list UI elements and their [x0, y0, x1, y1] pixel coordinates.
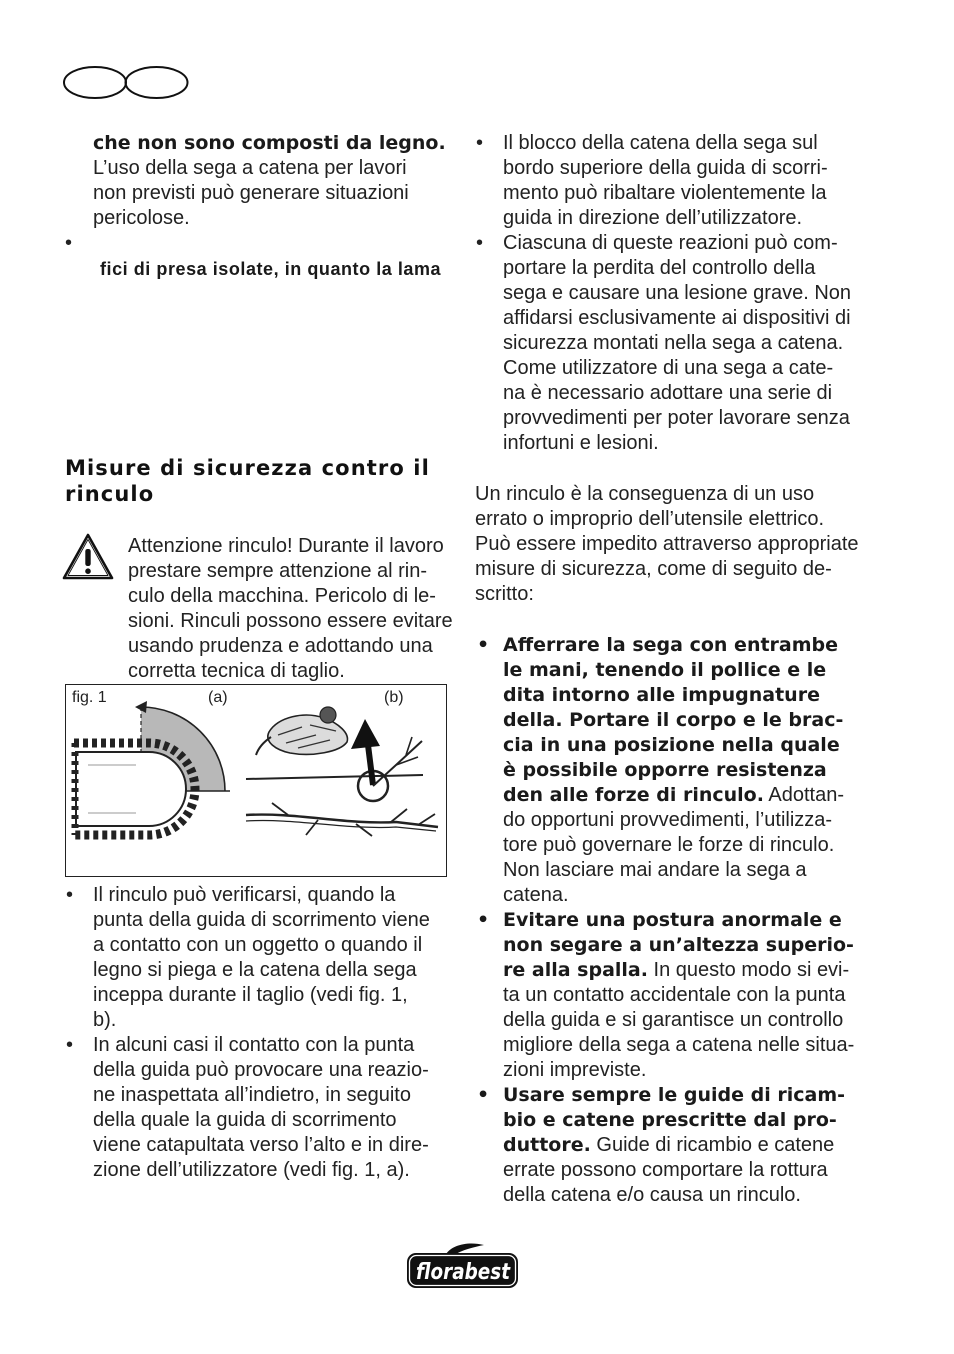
safety-measure-spare-parts-detail: Guide di ricambio e catene errate possono comportare la rottura della catena e/o causa un rinculo. [503, 1134, 835, 1206]
figure-label-a: (a) [208, 689, 228, 706]
country-flag-ovals [62, 64, 190, 102]
tip-contact-text: In alcuni casi il contatto con la punta della guida può provocare una reazio- ne inaspettata all’indietro, in seguito della quale la guida di scorrimento viene catapultata verso l’alto e in dire- zione dell’utilizzatore (vedi fig. 1, a). [93, 1034, 429, 1181]
loss-of-control-bullet [476, 231, 852, 456]
flag-oval-left [64, 67, 126, 98]
bullet-marker: • [477, 634, 490, 656]
bullet-marker: • [477, 909, 490, 931]
log-line [246, 775, 423, 779]
section-heading: Misure di sicurezza contro il rinculo [65, 456, 430, 506]
guide-bar [76, 752, 186, 826]
kickback-cause-text: Il rinculo può verificarsi, quando la punta della guida di scorrimento viene a contatto con un oggetto o quando il legno si piega e la catena della sega inceppa durante il taglio (vedi fig. 1, b). [93, 884, 430, 1031]
empty-bullet-marker: • [65, 232, 73, 254]
kickback-figure [65, 684, 447, 877]
logo-text: florabest [416, 1260, 512, 1285]
intro-text: L’uso della sega a catena per lavori non previsti può generare situazioni pericolose. [93, 157, 409, 229]
pinch-kickback-drawing [246, 707, 438, 836]
flag-oval-right [126, 67, 188, 98]
chain-block-bullet [476, 131, 828, 231]
figure-caption: fig. 1 [72, 689, 107, 706]
brand-logo [404, 1240, 522, 1292]
guide-bar-drawing [74, 701, 230, 835]
warning-icon [61, 532, 115, 582]
bullet-marker: • [477, 1084, 490, 1106]
safety-measure-spare-parts-text [503, 1083, 845, 1208]
loss-of-control-text: Ciascuna di queste reazioni può com- portare la perdita del controllo della sega e causare una lesione grave. Non affidarsi esclusivamente ai dispositivi di sicurezza montati nella sega a catena. Come utilizzatore di una sega a cate- na è necessario adottare una serie di provvedimenti per poter lavorare senza infortuni e lesioni. [503, 232, 852, 454]
bullet-marker: • [66, 884, 74, 906]
figure-label-b: (b) [384, 689, 404, 706]
intro-bold-line: che non sono composti da legno. [93, 132, 446, 154]
chain-block-text: Il blocco della catena della sega sul bordo superiore della guida di scorri- mento può ribaltare violentemente la guida in direzione dell’utilizzatore. [503, 132, 828, 229]
tip-contact-bullet [66, 1033, 429, 1183]
text-fragment: fici di presa isolate, in quanto la lama [100, 259, 442, 279]
kickback-cause-bullet [66, 883, 430, 1033]
bullet-marker: • [476, 132, 484, 154]
bullet-marker: • [66, 1034, 74, 1056]
kickback-illustration [66, 685, 446, 876]
warning-text: Attenzione rinculo! Durante il lavoro prestare sempre attenzione al rin- culo della macchina. Pericolo di le- sioni. Rinculi possono essere evitare usando prudenza e adottando una corretta tecnica di taglio. [128, 535, 453, 682]
safety-measure-posture-bold: Evitare una postura anormale e non segare a un’altezza superio- re alla spalla. [503, 909, 854, 981]
safety-measure-spare-parts-bold: Usare sempre le guide di ricam- bio e catene prescritte dal pro- duttore. [503, 1084, 846, 1156]
bullet-marker: • [476, 232, 484, 254]
safety-measure-grip [477, 633, 844, 908]
safety-measure-posture-detail: In questo modo si evi- ta un contatto accidentale con la punta della guida e si garantisce un controllo migliore della sega a catena nelle situa- zioni impreviste. [503, 959, 855, 1081]
kickback-prevention-paragraph: Un rinculo è la conseguenza di un uso errato o improprio dell’utensile elettrico. Può essere impedito attraverso appropriate misure di sicurezza, come di seguito de- scritto: [475, 483, 859, 605]
safety-measure-grip-detail: Adottan- do opportuni provvedimenti, l’utilizza- tore può governare le forze di rinculo. Non lasciare mai andare la sega a catena. [503, 784, 844, 906]
safety-measure-spare-parts [477, 1083, 846, 1208]
safety-measure-posture [477, 908, 855, 1083]
safety-measure-grip-text [503, 633, 844, 908]
safety-measure-grip-bold: Afferrare la sega con entrambe le mani, tenendo il pollice e le dita intorno alle impugnature della. Portare il corpo e le brac- cia in una posizione nella quale è possibile opporre resistenza den alle forze di rinculo. [503, 634, 844, 806]
safety-measure-posture-text [503, 908, 854, 1083]
kickback-arrow [351, 719, 380, 749]
